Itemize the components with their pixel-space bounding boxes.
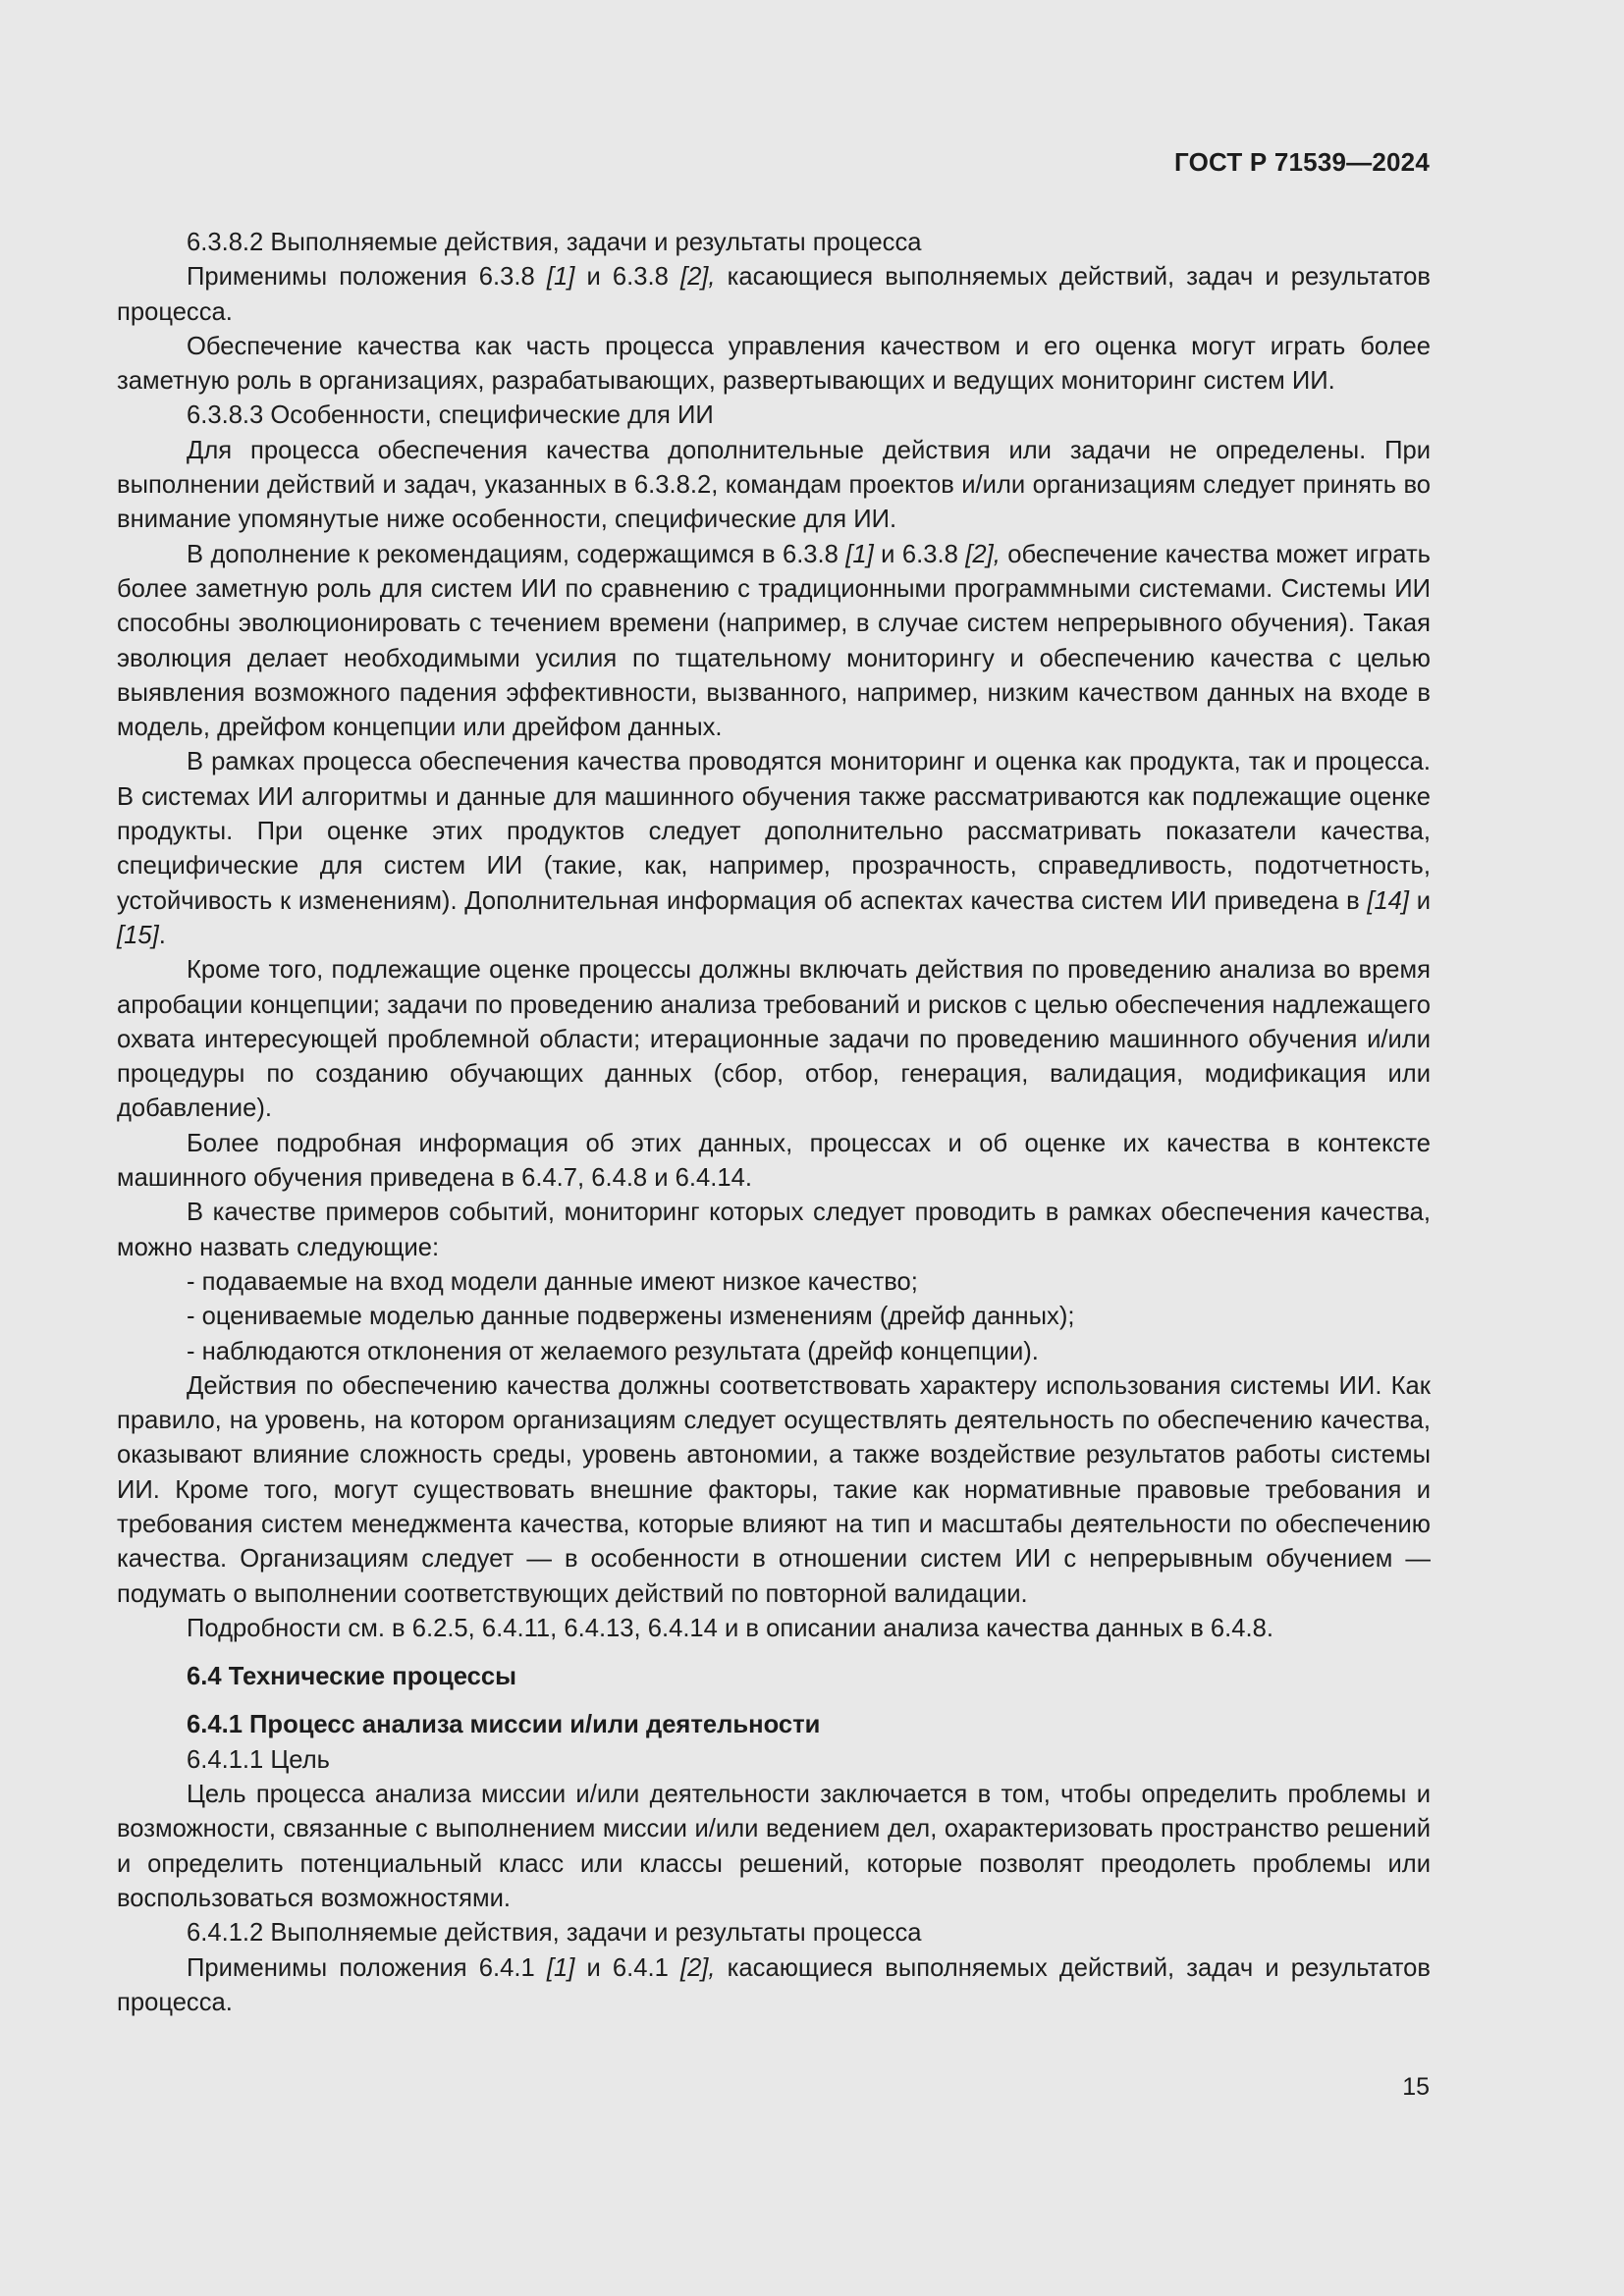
paragraph <box>117 1951 1431 2021</box>
document-body <box>117 226 1431 2020</box>
text-run: В дополнение к рекомендациям, содержащимся в 6.3.8 <box>187 540 846 568</box>
subsection-heading <box>117 1265 1431 1300</box>
text-run: 6.3.8.2 Выполняемые действия, задачи и результаты процесса <box>187 229 922 256</box>
text-run: . <box>158 921 166 949</box>
reference-citation: [2], <box>679 1953 716 1982</box>
paragraph <box>117 1196 1431 1265</box>
reference-citation: [1] <box>845 540 874 568</box>
paragraph <box>117 1127 1431 1197</box>
paragraph <box>117 434 1431 538</box>
text-run: - подаваемые на вход модели данные имеют низкое качество; <box>187 1267 918 1296</box>
reference-citation: [2], <box>965 540 1001 568</box>
subsection-heading <box>117 399 1431 433</box>
subsection-heading <box>117 226 1431 260</box>
document-header: ГОСТ Р 71539—2024 <box>1174 147 1430 177</box>
text-run: 6.4.1.1 Цель <box>187 1745 330 1774</box>
text-run: Применимы положения 6.3.8 <box>187 263 547 292</box>
text-run: Более подробная информация об этих данных, процессах и об оценке их качества в контексте машинного обучения приведена в 6.4.7, 6.4.8 и 6.4.14. <box>117 1129 1431 1193</box>
text-run: Подробности см. в 6.2.5, 6.4.11, 6.4.13, 6.4.14 и в описании анализа качества данных в 6.4.8. <box>187 1614 1273 1642</box>
text-run: обеспечение качества может играть более заметную роль для систем ИИ по сравнению с традиционными программными системами. Системы ИИ способны эволюционировать с течением времени (например, в случае систем непрерывного обучения). Такая эволюция делает необходимыми усилия по тщательному мониторингу и обеспечению качества с целью выявления возможного падения эффективности, вызванного, например, низким качеством данных на входе в модель, дрейфом концепции или дрейфом данных. <box>117 540 1431 742</box>
text-run: 6.4.1.2 Выполняемые действия, задачи и результаты процесса <box>187 1919 922 1948</box>
reference-citation: [14] <box>1367 886 1410 915</box>
paragraph <box>117 538 1431 746</box>
paragraph <box>117 953 1431 1126</box>
text-run: 6.4.1 Процесс анализа миссии и/или деятельности <box>187 1711 821 1739</box>
page-number: 15 <box>1402 2073 1430 2101</box>
reference-citation: [15] <box>117 921 159 949</box>
text-run: Цель процесса анализа миссии и/или деятельности заключается в том, чтобы определить проблемы и возможности, связанные с выполнением миссии и/или ведением дел, охарактеризовать пространство решений и определить потенциальный класс или классы решений, которые позволят преодолеть проблемы или воспользоваться возможностями. <box>117 1781 1431 1912</box>
text-run: - наблюдаются отклонения от желаемого результата (дрейф концепции). <box>187 1337 1039 1365</box>
subsection-heading <box>117 1916 1431 1950</box>
paragraph <box>117 745 1431 953</box>
text-run: и 6.4.1 <box>574 1953 680 1982</box>
text-run: 6.4 Технические процессы <box>187 1663 516 1691</box>
text-run: касающиеся выполняемых действий, задач и результатов процесса. <box>117 263 1431 326</box>
section-heading <box>117 1660 1431 1694</box>
reference-citation: [1] <box>546 1953 575 1982</box>
reference-citation: [2], <box>679 263 716 292</box>
paragraph <box>117 1369 1431 1612</box>
paragraph <box>117 1778 1431 1916</box>
text-run: Кроме того, подлежащие оценке процессы должны включать действия по проведению анализа во время апробации концепции; задачи по проведению анализа требований и рисков с целью обеспечения надлежащего охвата интересующей проблемной области; итерационные задачи по проведению машинного обучения и/или процедуры по созданию обучающих данных (сбор, отбор, генерация, валидация, модификация или добавление). <box>117 956 1431 1123</box>
subsection-heading <box>117 1335 1431 1369</box>
text-run: и 6.3.8 <box>873 540 966 568</box>
paragraph <box>117 1612 1431 1646</box>
text-run: касающиеся выполняемых действий, задач и результатов процесса. <box>117 1953 1431 2016</box>
text-run: 6.3.8.3 Особенности, специфические для ИИ <box>187 401 714 430</box>
paragraph <box>117 260 1431 330</box>
text-run: и <box>1409 886 1431 915</box>
section-heading <box>117 1708 1431 1742</box>
text-run: Применимы положения 6.4.1 <box>187 1953 547 1982</box>
text-run: Обеспечение качества как часть процесса управления качеством и его оценка могут играть более заметную роль в организациях, разрабатывающих, развертывающих и ведущих мониторинг систем ИИ. <box>117 332 1431 396</box>
subsection-heading <box>117 1743 1431 1778</box>
subsection-heading <box>117 1300 1431 1334</box>
text-run: Действия по обеспечению качества должны соответствовать характеру использования системы ИИ. Как правило, на уровень, на котором организациям следует осуществлять деятельность по обеспечению качества, оказывают влияние сложность среды, уровень автономии, а также воздействие результатов работы системы ИИ. Кроме того, могут существовать внешние факторы, такие как нормативные правовые требования и требования систем менеджмента качества, которые влияют на тип и масштабы деятельности по обеспечению качества. Организациям следует — в особенности в отношении систем ИИ с непрерывным обучением — подумать о выполнении соответствующих действий по повторной валидации. <box>117 1371 1431 1608</box>
paragraph <box>117 330 1431 400</box>
text-run: и 6.3.8 <box>574 263 680 292</box>
text-run: - оцениваемые моделью данные подвержены изменениям (дрейф данных); <box>187 1303 1075 1331</box>
text-run: В качестве примеров событий, мониторинг которых следует проводить в рамках обеспечения качества, можно назвать следующие: <box>117 1199 1431 1261</box>
text-run: В рамках процесса обеспечения качества проводятся мониторинг и оценка как продукта, так и процесса. В системах ИИ алгоритмы и данные для машинного обучения также рассматриваются как подлежащие оценке продукты. При оценке этих продуктов следует дополнительно рассматривать показатели качества, специфические для систем ИИ (такие, как, например, прозрачность, справедливость, подотчетность, устойчивость к изменениям). Дополнительная информация об аспектах качества систем ИИ приведена в <box>117 748 1431 915</box>
reference-citation: [1] <box>546 263 575 292</box>
text-run: Для процесса обеспечения качества дополнительные действия или задачи не определены. При выполнении действий и задач, указанных в 6.3.8.2, командам проектов и/или организациям следует принять во внимание упомянутые ниже особенности, специфические для ИИ. <box>117 436 1431 534</box>
